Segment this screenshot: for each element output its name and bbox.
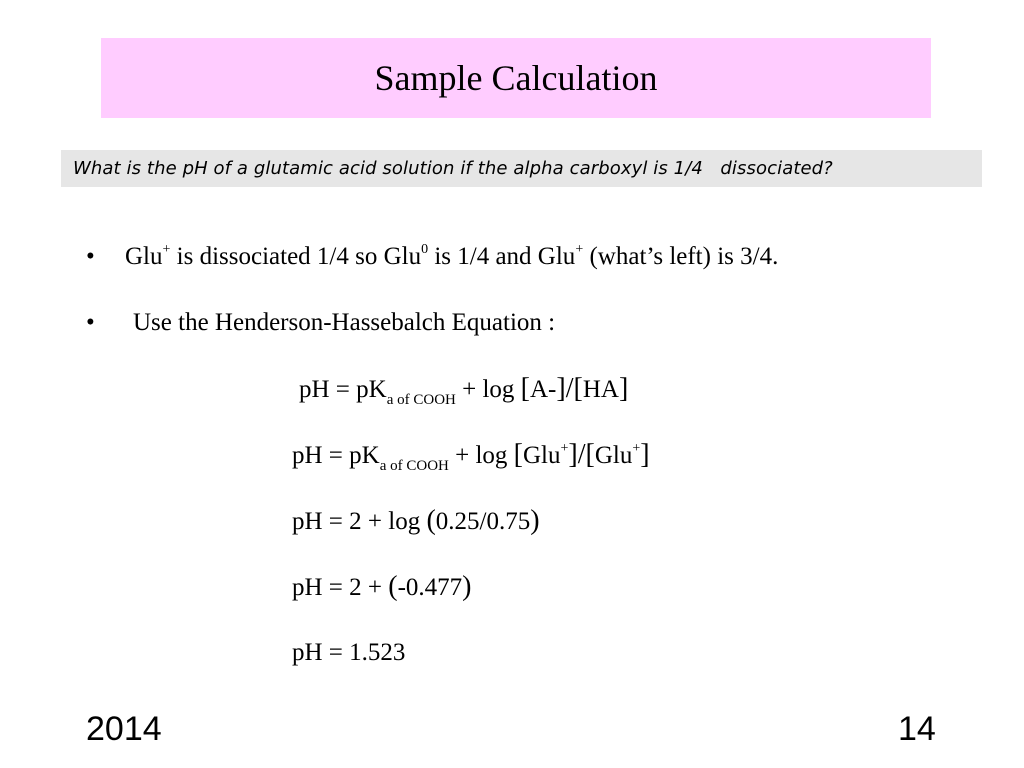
charge-plus: + [632, 441, 641, 456]
eq-lhs: pH = pK [299, 376, 387, 403]
charge-plus: + [575, 242, 584, 257]
eq-log-result: -0.477 [397, 574, 463, 601]
eq-lhs: pH = 2 + log [292, 508, 427, 535]
question-banner [61, 150, 982, 187]
text-segment: is 1/4 and Glu [428, 243, 576, 270]
bullet-text-dissociation [125, 244, 778, 269]
eq-subscript: a of COOH [379, 458, 449, 474]
equation-result [292, 640, 405, 665]
bullet-dot: • [86, 309, 95, 336]
charge-plus: + [162, 242, 171, 257]
slide-title: Sample Calculation [374, 58, 658, 98]
equation-log-value [292, 573, 472, 601]
eq-glu: Glu [594, 442, 633, 469]
question-text: What is the pH of a glutamic acid solution if the alpha carboxyl is 1/4 dissociated? [73, 158, 833, 179]
eq-ratio: 0.25/0.75 [435, 508, 531, 535]
footer-year: 2014 [86, 710, 162, 748]
text-segment: is dissociated 1/4 so Glu [170, 243, 422, 270]
eq-final-ph: pH = 1.523 [292, 639, 406, 666]
paren: ) [530, 505, 540, 536]
footer-page-number: 14 [898, 710, 936, 748]
bracket: ] [618, 373, 629, 404]
bracket: [ [520, 373, 530, 404]
bullet-dot: • [86, 243, 95, 270]
paren: ) [462, 571, 472, 602]
equation-general [299, 373, 629, 408]
eq-subscript: a of COOH [386, 392, 456, 408]
eq-acid: HA [582, 376, 619, 403]
charge-zero: 0 [421, 242, 429, 257]
eq-log: + log [455, 376, 521, 403]
glu-term: Glu [125, 243, 163, 270]
bracket: ] [640, 439, 650, 470]
eq-log: + log [448, 442, 514, 469]
bracket: ]/[ [568, 439, 595, 470]
title-banner [101, 38, 931, 118]
bracket: [ [513, 439, 523, 470]
paren: ( [426, 505, 436, 536]
eq-conjugate-base: A- [530, 376, 557, 403]
eq-lhs: pH = 2 + [292, 574, 389, 601]
eq-glu: Glu [523, 442, 561, 469]
charge-plus: + [560, 441, 569, 456]
text-segment: (what’s left) is 3/4. [583, 243, 779, 270]
eq-lhs: pH = pK [292, 442, 380, 469]
bracket: ]/[ [556, 373, 583, 404]
equation-glu [292, 439, 650, 474]
paren: ( [388, 571, 398, 602]
bullet-text-equation: Use the Henderson-Hassebalch Equation : [133, 309, 556, 336]
equation-substituted [292, 507, 540, 535]
